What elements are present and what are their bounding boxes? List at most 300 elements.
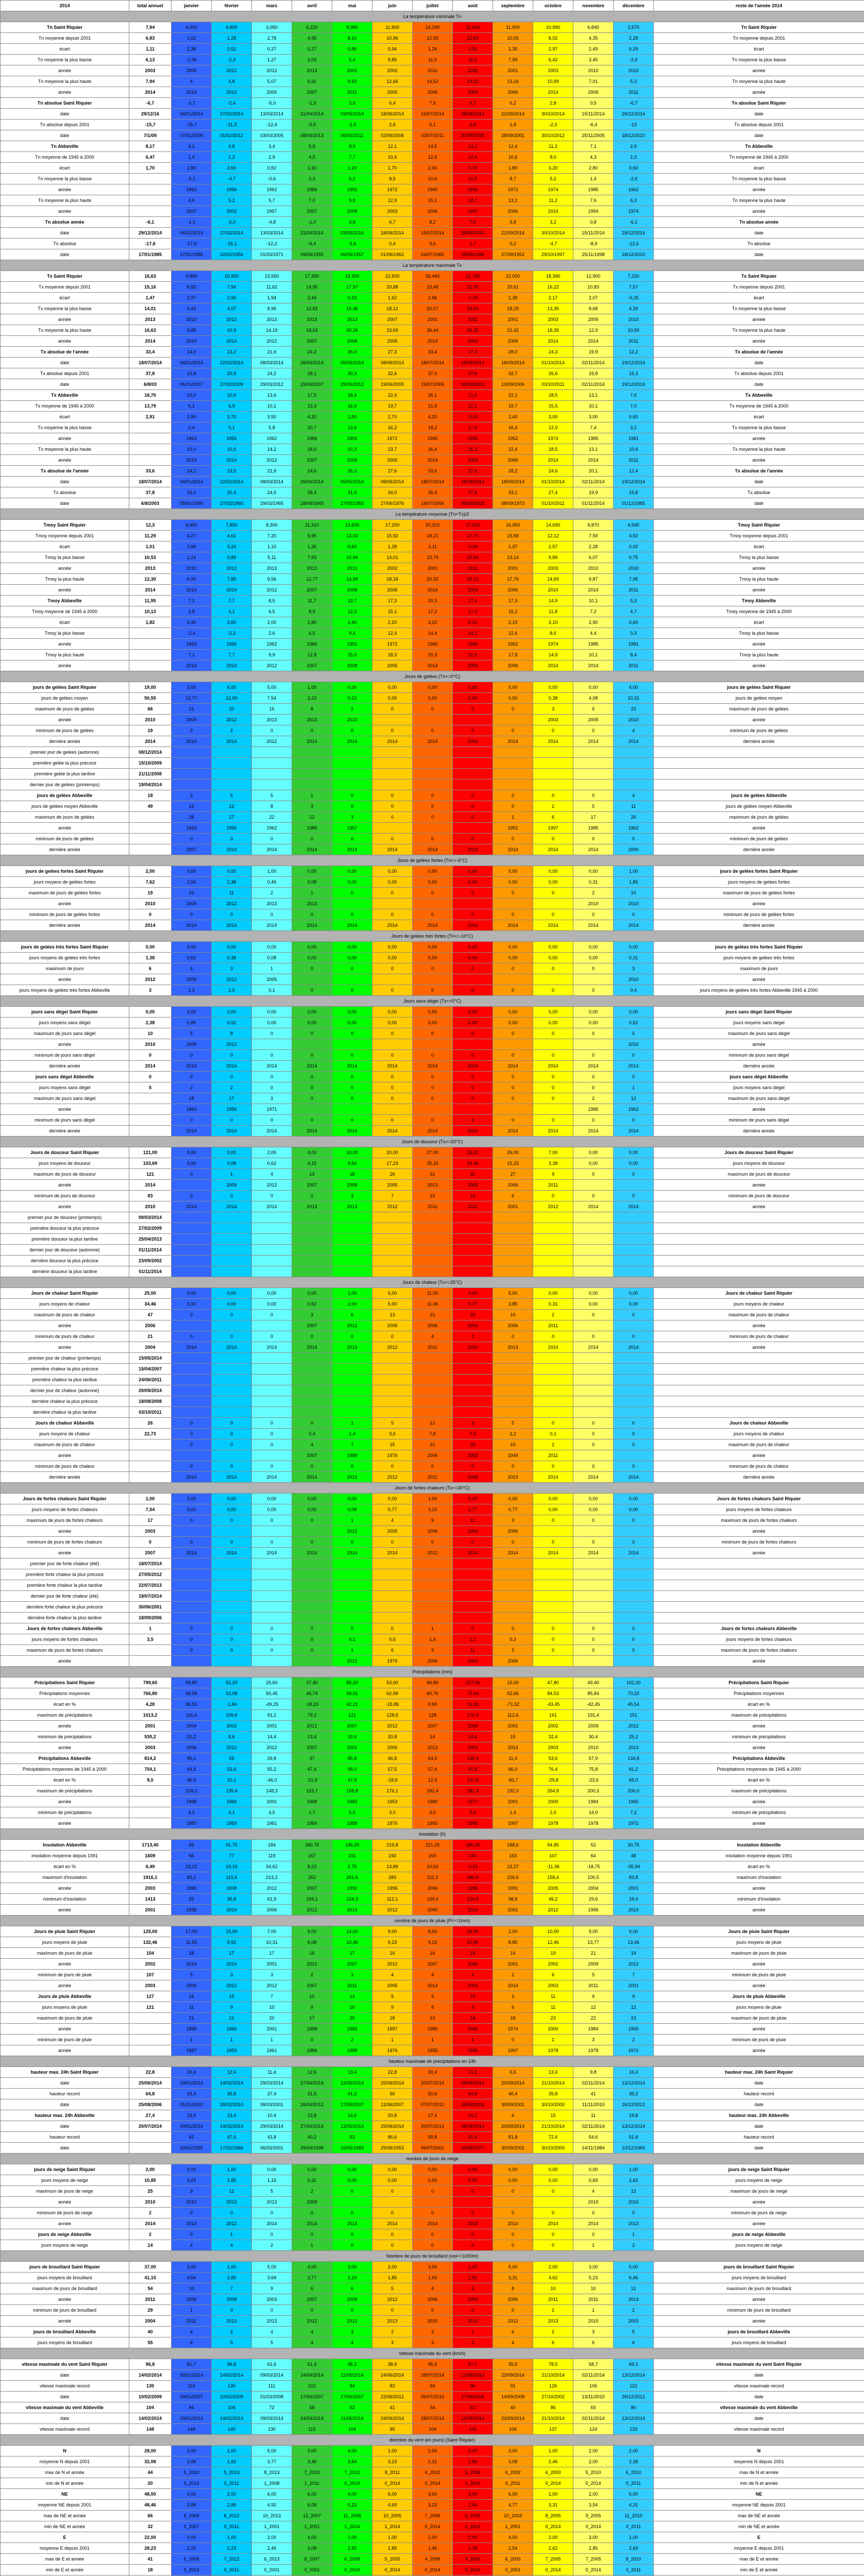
annual-total-cell: 01/11/2014 bbox=[129, 1266, 172, 1277]
month-value-cell: 0 bbox=[573, 1537, 614, 1548]
month-value-cell: 0 bbox=[332, 790, 372, 801]
month-value-cell: 3 bbox=[332, 2327, 372, 2337]
table-row bbox=[1, 314, 864, 325]
month-value-cell: 2,2 bbox=[493, 1429, 533, 1439]
table-row bbox=[1, 2240, 864, 2251]
month-value-cell: 2003 bbox=[453, 1526, 493, 1537]
month-value-cell: 0 bbox=[252, 2305, 292, 2316]
month-value-cell: 2014 bbox=[533, 206, 573, 217]
month-value-cell: 0 bbox=[292, 834, 332, 844]
month-value-cell: 2012 bbox=[212, 1039, 252, 1050]
month-value-cell: 200,3 bbox=[573, 1786, 614, 1797]
month-value-cell: 193 bbox=[372, 1851, 413, 1861]
month-value-cell bbox=[533, 1256, 573, 1266]
month-value-cell: 2014 bbox=[252, 1342, 292, 1353]
month-value-cell bbox=[614, 1353, 654, 1364]
row-label: maximum de jours de brouillard bbox=[1, 2283, 129, 2294]
table-row bbox=[1, 779, 864, 790]
table-row bbox=[1, 2186, 864, 2197]
month-value-cell: 2013 bbox=[332, 314, 372, 325]
annual-total-cell: 2001 bbox=[129, 1905, 172, 1916]
section-title: Jours de chaleur (Tx>=25°C) bbox=[1, 1277, 864, 1288]
month-value-cell: 0 bbox=[533, 1461, 573, 1472]
month-value-cell: 12,4 bbox=[493, 141, 533, 152]
month-value-cell: 0 bbox=[372, 790, 413, 801]
month-value-cell: 0,00 bbox=[292, 1288, 332, 1299]
row-label-right: Tmoy la plus basse bbox=[654, 628, 864, 639]
month-value-cell: 0_2011 bbox=[212, 2521, 252, 2532]
table-row bbox=[1, 120, 864, 130]
month-value-cell bbox=[252, 1558, 292, 1569]
month-header: décembre bbox=[614, 1, 654, 11]
month-value-cell: 0 bbox=[332, 801, 372, 812]
month-value-cell: 3 bbox=[252, 1970, 292, 1980]
month-value-cell: 0 bbox=[252, 1418, 292, 1429]
month-value-cell: 262 bbox=[292, 1872, 332, 1883]
month-value-cell bbox=[533, 1656, 573, 1667]
table-row bbox=[1, 33, 864, 44]
month-value-cell: 27/02/2014 bbox=[212, 228, 252, 239]
month-value-cell: 2005 bbox=[533, 1883, 573, 1894]
month-value-cell: 20,88 bbox=[372, 282, 413, 293]
month-value-cell bbox=[212, 1212, 252, 1223]
month-value-cell: 8,300 bbox=[252, 520, 292, 531]
table-row bbox=[1, 1656, 864, 1667]
month-value-cell bbox=[614, 1375, 654, 1385]
month-value-cell: 2,7 bbox=[453, 239, 493, 249]
row-label: jours sans dégel Abbeville bbox=[1, 1072, 129, 1082]
month-value-cell bbox=[573, 779, 614, 790]
month-value-cell: 0,00 bbox=[533, 942, 573, 953]
month-value-cell bbox=[372, 1364, 413, 1375]
month-value-cell: 2007 bbox=[332, 1959, 372, 1970]
table-row bbox=[1, 985, 864, 996]
month-value-cell: 1,00 bbox=[212, 2262, 252, 2273]
month-value-cell: 29/03/1965 bbox=[252, 498, 292, 509]
annual-total-cell: 08/12/2014 bbox=[129, 747, 172, 758]
month-value-cell: 0_2014 bbox=[573, 2521, 614, 2532]
annual-total-cell: 121,00 bbox=[129, 1147, 172, 1158]
row-label: jours moyens de gelées très fortes bbox=[1, 953, 129, 963]
row-label-right bbox=[654, 1580, 864, 1591]
annual-total-cell: 03/10/2011 bbox=[129, 1407, 172, 1418]
table-row bbox=[1, 44, 864, 55]
month-value-cell: 2014 bbox=[332, 844, 372, 855]
annual-total-cell bbox=[129, 650, 172, 660]
month-value-cell: 1952 bbox=[493, 639, 533, 650]
month-value-cell bbox=[252, 1656, 292, 1667]
month-value-cell bbox=[413, 758, 453, 769]
month-value-cell: 2014 bbox=[573, 736, 614, 747]
month-value-cell: -71,52 bbox=[493, 1699, 533, 1710]
month-value-cell: 9,15 bbox=[413, 1937, 453, 1948]
month-value-cell: 0 bbox=[453, 2186, 493, 2197]
month-value-cell: 5,00 bbox=[493, 1288, 533, 1299]
month-value-cell: 4 bbox=[372, 1970, 413, 1980]
row-label-right: Jours de fortes chaleurs Abbeville bbox=[654, 1623, 864, 1634]
month-value-cell bbox=[493, 1385, 533, 1396]
month-value-cell: 9,870 bbox=[573, 520, 614, 531]
month-value-cell: 12 bbox=[212, 801, 252, 812]
row-label-right: Tx absolue depuis 2001 bbox=[654, 368, 864, 379]
month-value-cell: 3,050 bbox=[252, 22, 292, 33]
month-value-cell: 0 bbox=[493, 2240, 533, 2251]
month-value-cell: 41,2 bbox=[332, 2089, 372, 2099]
annual-total-cell: 2,00 bbox=[129, 2164, 172, 2175]
annual-total-cell bbox=[129, 1115, 172, 1126]
month-value-cell: 12,640 bbox=[453, 22, 493, 33]
month-value-cell: 0 bbox=[533, 1115, 573, 1126]
month-value-cell: 148 bbox=[172, 2424, 212, 2435]
row-label: maximum de jours de chaleur bbox=[1, 1439, 129, 1450]
month-value-cell: 15 bbox=[252, 704, 292, 715]
annual-total-cell bbox=[129, 823, 172, 834]
month-value-cell: 0,00 bbox=[172, 1494, 212, 1504]
row-label: dernière chaleur la plus précoce bbox=[1, 1396, 129, 1407]
month-value-cell: 0 bbox=[372, 725, 413, 736]
month-value-cell: 6_2009 bbox=[172, 2554, 212, 2565]
month-value-cell: 1 bbox=[172, 2035, 212, 2045]
month-value-cell: 19,9 bbox=[573, 487, 614, 498]
month-value-cell: 0 bbox=[172, 1634, 212, 1645]
month-value-cell: 2005 bbox=[372, 1180, 413, 1191]
month-value-cell: 1997 bbox=[493, 1818, 533, 1829]
month-value-cell: 4 bbox=[292, 2337, 332, 2348]
year-cell: 2014 bbox=[1, 1, 129, 11]
month-value-cell: 2000 bbox=[533, 2024, 573, 2035]
month-value-cell bbox=[413, 1558, 453, 1569]
table-row bbox=[1, 1937, 864, 1948]
row-label-right: année bbox=[654, 1959, 864, 1970]
table-row bbox=[1, 466, 864, 477]
annual-total-cell: 11,95 bbox=[129, 596, 172, 606]
row-label: Tx absolue bbox=[1, 487, 129, 498]
month-value-cell: 4,00 bbox=[614, 682, 654, 693]
month-value-cell: 40,2 bbox=[292, 2132, 332, 2143]
month-value-cell: 2008 bbox=[332, 660, 372, 671]
annual-total-cell: 14/02/2014 bbox=[129, 2413, 172, 2424]
month-value-cell: 191 bbox=[332, 1851, 372, 1861]
month-value-cell: 2014 bbox=[212, 660, 252, 671]
month-value-cell: 0 bbox=[252, 1082, 292, 1093]
row-label-right: dernière année bbox=[654, 920, 864, 931]
month-value-cell bbox=[372, 823, 413, 834]
month-value-cell: 2010 bbox=[573, 563, 614, 574]
month-value-cell: 02/11/2014 bbox=[573, 2121, 614, 2132]
month-value-cell bbox=[573, 758, 614, 769]
month-value-cell: 9,08 bbox=[292, 1937, 332, 1948]
section-title: vitesse maximale du vent (km/h) bbox=[1, 2348, 864, 2359]
month-value-cell: 01/03/1971 bbox=[252, 249, 292, 260]
month-value-cell: 2005 bbox=[372, 455, 413, 466]
month-value-cell: 4,5 bbox=[292, 152, 332, 163]
month-value-cell: 6_2003 bbox=[533, 2467, 573, 2478]
annual-total-cell: 754,1 bbox=[129, 1764, 172, 1775]
month-value-cell bbox=[372, 1385, 413, 1396]
month-value-cell: 2007 bbox=[292, 1320, 332, 1331]
annual-total-cell bbox=[129, 1104, 172, 1115]
month-value-cell: 2,92 bbox=[332, 2543, 372, 2554]
month-value-cell: 1985 bbox=[573, 639, 614, 650]
month-value-cell: 4 bbox=[413, 2283, 453, 2294]
month-value-cell: 0_2014 bbox=[372, 2478, 413, 2489]
month-value-cell: 6_2005 bbox=[453, 2511, 493, 2521]
month-value-cell: 2014 bbox=[212, 1201, 252, 1212]
month-value-cell: 2014 bbox=[453, 844, 493, 855]
month-value-cell: 0_2014 bbox=[332, 2478, 372, 2489]
month-value-cell: 1985 bbox=[573, 1104, 614, 1115]
month-value-cell bbox=[573, 1212, 614, 1223]
month-value-cell: 1981 bbox=[614, 433, 654, 444]
month-value-cell bbox=[493, 1353, 533, 1364]
row-label: année bbox=[1, 1342, 129, 1353]
month-value-cell: 4 bbox=[493, 2337, 533, 2348]
month-value-cell: 12,6 bbox=[292, 2067, 332, 2078]
month-value-cell: 57,7 bbox=[453, 2359, 493, 2370]
month-value-cell: 1955 bbox=[413, 1818, 453, 1829]
month-value-cell: 13,03 bbox=[332, 531, 372, 541]
month-value-cell: 10,4 bbox=[252, 2110, 292, 2121]
table-row bbox=[1, 1115, 864, 1126]
month-value-cell: 2,46 bbox=[533, 2456, 573, 2467]
month-value-cell: 2014 bbox=[212, 585, 252, 596]
month-value-cell: 9,00 bbox=[292, 1926, 332, 1937]
row-label: date bbox=[1, 2121, 129, 2132]
row-label-right: jours moyens de gelées très fortes Abbeville 1945 à 2000 bbox=[654, 985, 864, 996]
month-value-cell: 17,3 bbox=[372, 596, 413, 606]
row-label-right: moyenne N depuis 2001 bbox=[654, 2456, 864, 2467]
month-value-cell: 31 bbox=[413, 1169, 453, 1180]
month-value-cell: -2,3 bbox=[533, 120, 573, 130]
row-label-right: année bbox=[654, 206, 864, 217]
month-value-cell: 2014 bbox=[292, 736, 332, 747]
row-label: jours moyens de fortes chaleurs bbox=[1, 1504, 129, 1515]
month-value-cell: 2008 bbox=[332, 1180, 372, 1191]
month-value-cell: 148,3 bbox=[252, 1786, 292, 1797]
month-value-cell: 167 bbox=[292, 1851, 332, 1861]
row-label: dernière année bbox=[1, 1126, 129, 1137]
annual-total-cell: 22/07/2013 bbox=[129, 1580, 172, 1591]
month-value-cell: 0 bbox=[493, 1461, 533, 1472]
month-value-cell: 2007 bbox=[292, 336, 332, 347]
month-value-cell: 7,320 bbox=[614, 271, 654, 282]
month-value-cell: 62 bbox=[453, 2402, 493, 2413]
month-value-cell bbox=[573, 1245, 614, 1256]
annual-total-cell bbox=[129, 1786, 172, 1797]
month-value-cell: 1994 bbox=[573, 206, 614, 217]
month-value-cell: 6 bbox=[493, 2110, 533, 2121]
month-value-cell: 4,35 bbox=[573, 33, 614, 44]
row-label-right: Tx moyenne depuis 2001 bbox=[654, 282, 864, 293]
table-row bbox=[1, 1039, 864, 1050]
month-value-cell: 1,24 bbox=[172, 552, 212, 563]
month-value-cell: 311,2 bbox=[413, 1872, 453, 1883]
row-label-right: Jours de pluie Abbeville bbox=[654, 1991, 864, 2002]
month-value-cell bbox=[614, 1580, 654, 1591]
row-label: Tn absolue depuis 2001 bbox=[1, 120, 129, 130]
month-value-cell: 7_2012 bbox=[332, 2467, 372, 2478]
month-value-cell: 124,6 bbox=[453, 1894, 493, 1905]
month-value-cell: 2,570 bbox=[614, 22, 654, 33]
month-value-cell: 2014 bbox=[493, 1061, 533, 1072]
month-value-cell: 1962 bbox=[614, 823, 654, 834]
month-value-cell: 30/10/2000 bbox=[533, 2143, 573, 2154]
month-value-cell: 2005 bbox=[372, 87, 413, 98]
month-value-cell: 20,2 bbox=[172, 1732, 212, 1742]
row-label-right: écart bbox=[654, 44, 864, 55]
month-value-cell: 66,80 bbox=[413, 1677, 453, 1688]
month-value-cell: 2003 bbox=[533, 65, 573, 76]
row-label-right: maximum de jours de douceur bbox=[654, 1169, 864, 1180]
month-value-cell: 2014 bbox=[252, 1201, 292, 1212]
month-value-cell: 18,4 bbox=[614, 1894, 654, 1905]
month-value-cell: 2 bbox=[372, 2327, 413, 2337]
month-value-cell: 2001 bbox=[252, 1797, 292, 1807]
month-value-cell bbox=[172, 1526, 212, 1537]
month-value-cell: 2014 bbox=[533, 1342, 573, 1353]
annual-total-cell: 33,4 bbox=[129, 347, 172, 358]
month-value-cell bbox=[212, 1526, 252, 1537]
row-label: Tn Saint Riquier bbox=[1, 22, 129, 33]
row-label: première forte chaleur la plus tardive bbox=[1, 1580, 129, 1591]
month-value-cell: 0,31 bbox=[614, 953, 654, 963]
row-label-right: jours de brouillard Abbeville bbox=[654, 2327, 864, 2337]
month-value-cell: 01/10/2014 bbox=[533, 358, 573, 368]
month-value-cell: 1983 bbox=[332, 2024, 372, 2035]
month-value-cell: 0_2014 bbox=[533, 2521, 573, 2532]
month-value-cell: 64,8 bbox=[453, 2089, 493, 2099]
month-value-cell: 4_2005 bbox=[453, 2554, 493, 2565]
table-row bbox=[1, 2359, 864, 2370]
month-value-cell bbox=[332, 1223, 372, 1234]
annual-total-cell: 18/07/2014 bbox=[129, 1591, 172, 1602]
annual-total-cell: 25,00 bbox=[129, 1288, 172, 1299]
month-value-cell: 19,7 bbox=[493, 401, 533, 412]
annual-total-cell: 2012 bbox=[129, 974, 172, 985]
row-label-right bbox=[654, 1364, 864, 1375]
month-value-cell: 25/11/2005 bbox=[573, 130, 614, 141]
month-value-cell: 2007 bbox=[292, 1742, 332, 1753]
month-value-cell bbox=[172, 1256, 212, 1266]
month-value-cell bbox=[533, 1245, 573, 1256]
month-value-cell: 2006 bbox=[413, 1526, 453, 1537]
month-value-cell: 0 bbox=[573, 1115, 614, 1126]
month-value-cell: 4_2012 bbox=[413, 2467, 453, 2478]
row-label: E bbox=[1, 2532, 129, 2543]
row-label: jours moyens de brouillard bbox=[1, 2337, 129, 2348]
month-value-cell: 0,00 bbox=[453, 682, 493, 693]
month-value-cell: 1956 bbox=[212, 823, 252, 834]
month-value-cell: 10 bbox=[332, 2002, 372, 2013]
month-value-cell bbox=[172, 1656, 212, 1667]
table-row bbox=[1, 1775, 864, 1786]
month-value-cell bbox=[493, 974, 533, 985]
month-value-cell: 7,2 bbox=[573, 606, 614, 617]
table-row bbox=[1, 2381, 864, 2392]
month-value-cell: 0,00 bbox=[372, 953, 413, 963]
month-value-cell: 1,4 bbox=[573, 174, 614, 184]
month-value-cell: 0 bbox=[292, 909, 332, 920]
month-value-cell: 0 bbox=[614, 1310, 654, 1320]
month-value-cell: 12,6 bbox=[493, 628, 533, 639]
month-value-cell: 1981 bbox=[614, 639, 654, 650]
month-value-cell: 0,60 bbox=[332, 541, 372, 552]
month-value-cell: 3 bbox=[413, 2337, 453, 2348]
month-value-cell: 0 bbox=[493, 2035, 533, 2045]
month-value-cell bbox=[332, 758, 372, 769]
month-value-cell: 14,19 bbox=[252, 325, 292, 336]
month-value-cell bbox=[573, 1450, 614, 1461]
month-value-cell: 0 bbox=[413, 801, 453, 812]
month-value-cell: 30,3 bbox=[332, 368, 372, 379]
month-value-cell: 1 bbox=[533, 2035, 573, 2045]
month-value-cell: -23,6 bbox=[573, 1775, 614, 1786]
month-value-cell: -1,0 bbox=[292, 217, 332, 228]
month-value-cell: 29/08/1986 bbox=[453, 249, 493, 260]
month-value-cell: 1,37 bbox=[493, 541, 533, 552]
month-value-cell: 2014 bbox=[413, 844, 453, 855]
month-value-cell: 7,0 bbox=[453, 217, 493, 228]
month-value-cell: 19,6 bbox=[332, 1732, 372, 1742]
month-value-cell: 1972 bbox=[372, 184, 413, 195]
month-value-cell: 18,6 bbox=[292, 444, 332, 455]
month-value-cell: 126 bbox=[533, 2381, 573, 2392]
month-value-cell: 27/05/1953 bbox=[332, 498, 372, 509]
month-value-cell bbox=[573, 1407, 614, 1418]
month-value-cell: 3,08 bbox=[172, 2500, 212, 2511]
month-value-cell: 2014 bbox=[332, 1548, 372, 1558]
row-label: maximum de jours de fortes chaleurs bbox=[1, 1645, 129, 1656]
month-value-cell: 20,8 bbox=[372, 1732, 413, 1742]
row-label-right: Tn Abbeville bbox=[654, 141, 864, 152]
month-value-cell: 0,00 bbox=[533, 1018, 573, 1028]
month-value-cell: 10,5 bbox=[453, 174, 493, 184]
annual-total-cell: 83 bbox=[129, 1191, 172, 1201]
month-value-cell: 0 bbox=[453, 1093, 493, 1104]
month-value-cell bbox=[332, 1591, 372, 1602]
annual-total-cell bbox=[129, 206, 172, 217]
month-value-cell: 2013 bbox=[292, 314, 332, 325]
month-value-cell: 0 bbox=[372, 1461, 413, 1472]
row-label: Précipitations Abbeville bbox=[1, 1753, 129, 1764]
annual-total-cell: 2006 bbox=[129, 1320, 172, 1331]
month-value-cell: 19/07/2006 bbox=[413, 379, 453, 390]
month-value-cell: 18/01/2007 bbox=[172, 2392, 212, 2402]
month-value-cell: 81,2 bbox=[614, 1764, 654, 1775]
table-row bbox=[1, 2446, 864, 2456]
row-label: date bbox=[1, 2078, 129, 2089]
month-header: octobre bbox=[533, 1, 573, 11]
month-value-cell: 2012 bbox=[292, 1721, 332, 1732]
month-value-cell: 0,00 bbox=[453, 877, 493, 888]
month-value-cell: 4,8 bbox=[212, 76, 252, 87]
month-value-cell: 20 bbox=[332, 2013, 372, 2024]
month-value-cell: 7,1 bbox=[172, 650, 212, 660]
row-label: premier jour de chaleur (printemps) bbox=[1, 1353, 129, 1364]
annual-total-cell: 28,00 bbox=[129, 2446, 172, 2456]
month-value-cell: 06/05/2011 bbox=[332, 130, 372, 141]
month-value-cell bbox=[372, 1591, 413, 1602]
month-value-cell: -0,50 bbox=[453, 412, 493, 422]
annual-total-cell: 814,2 bbox=[129, 1753, 172, 1764]
month-value-cell: 0_2014 bbox=[332, 2565, 372, 2575]
month-value-cell: -43,45 bbox=[533, 1699, 573, 1710]
month-value-cell bbox=[212, 1223, 252, 1234]
month-value-cell: 0 bbox=[172, 1645, 212, 1656]
month-value-cell: 1976 bbox=[372, 1450, 413, 1461]
table-row bbox=[1, 1385, 864, 1396]
month-value-cell: -82,7 bbox=[493, 1775, 533, 1786]
